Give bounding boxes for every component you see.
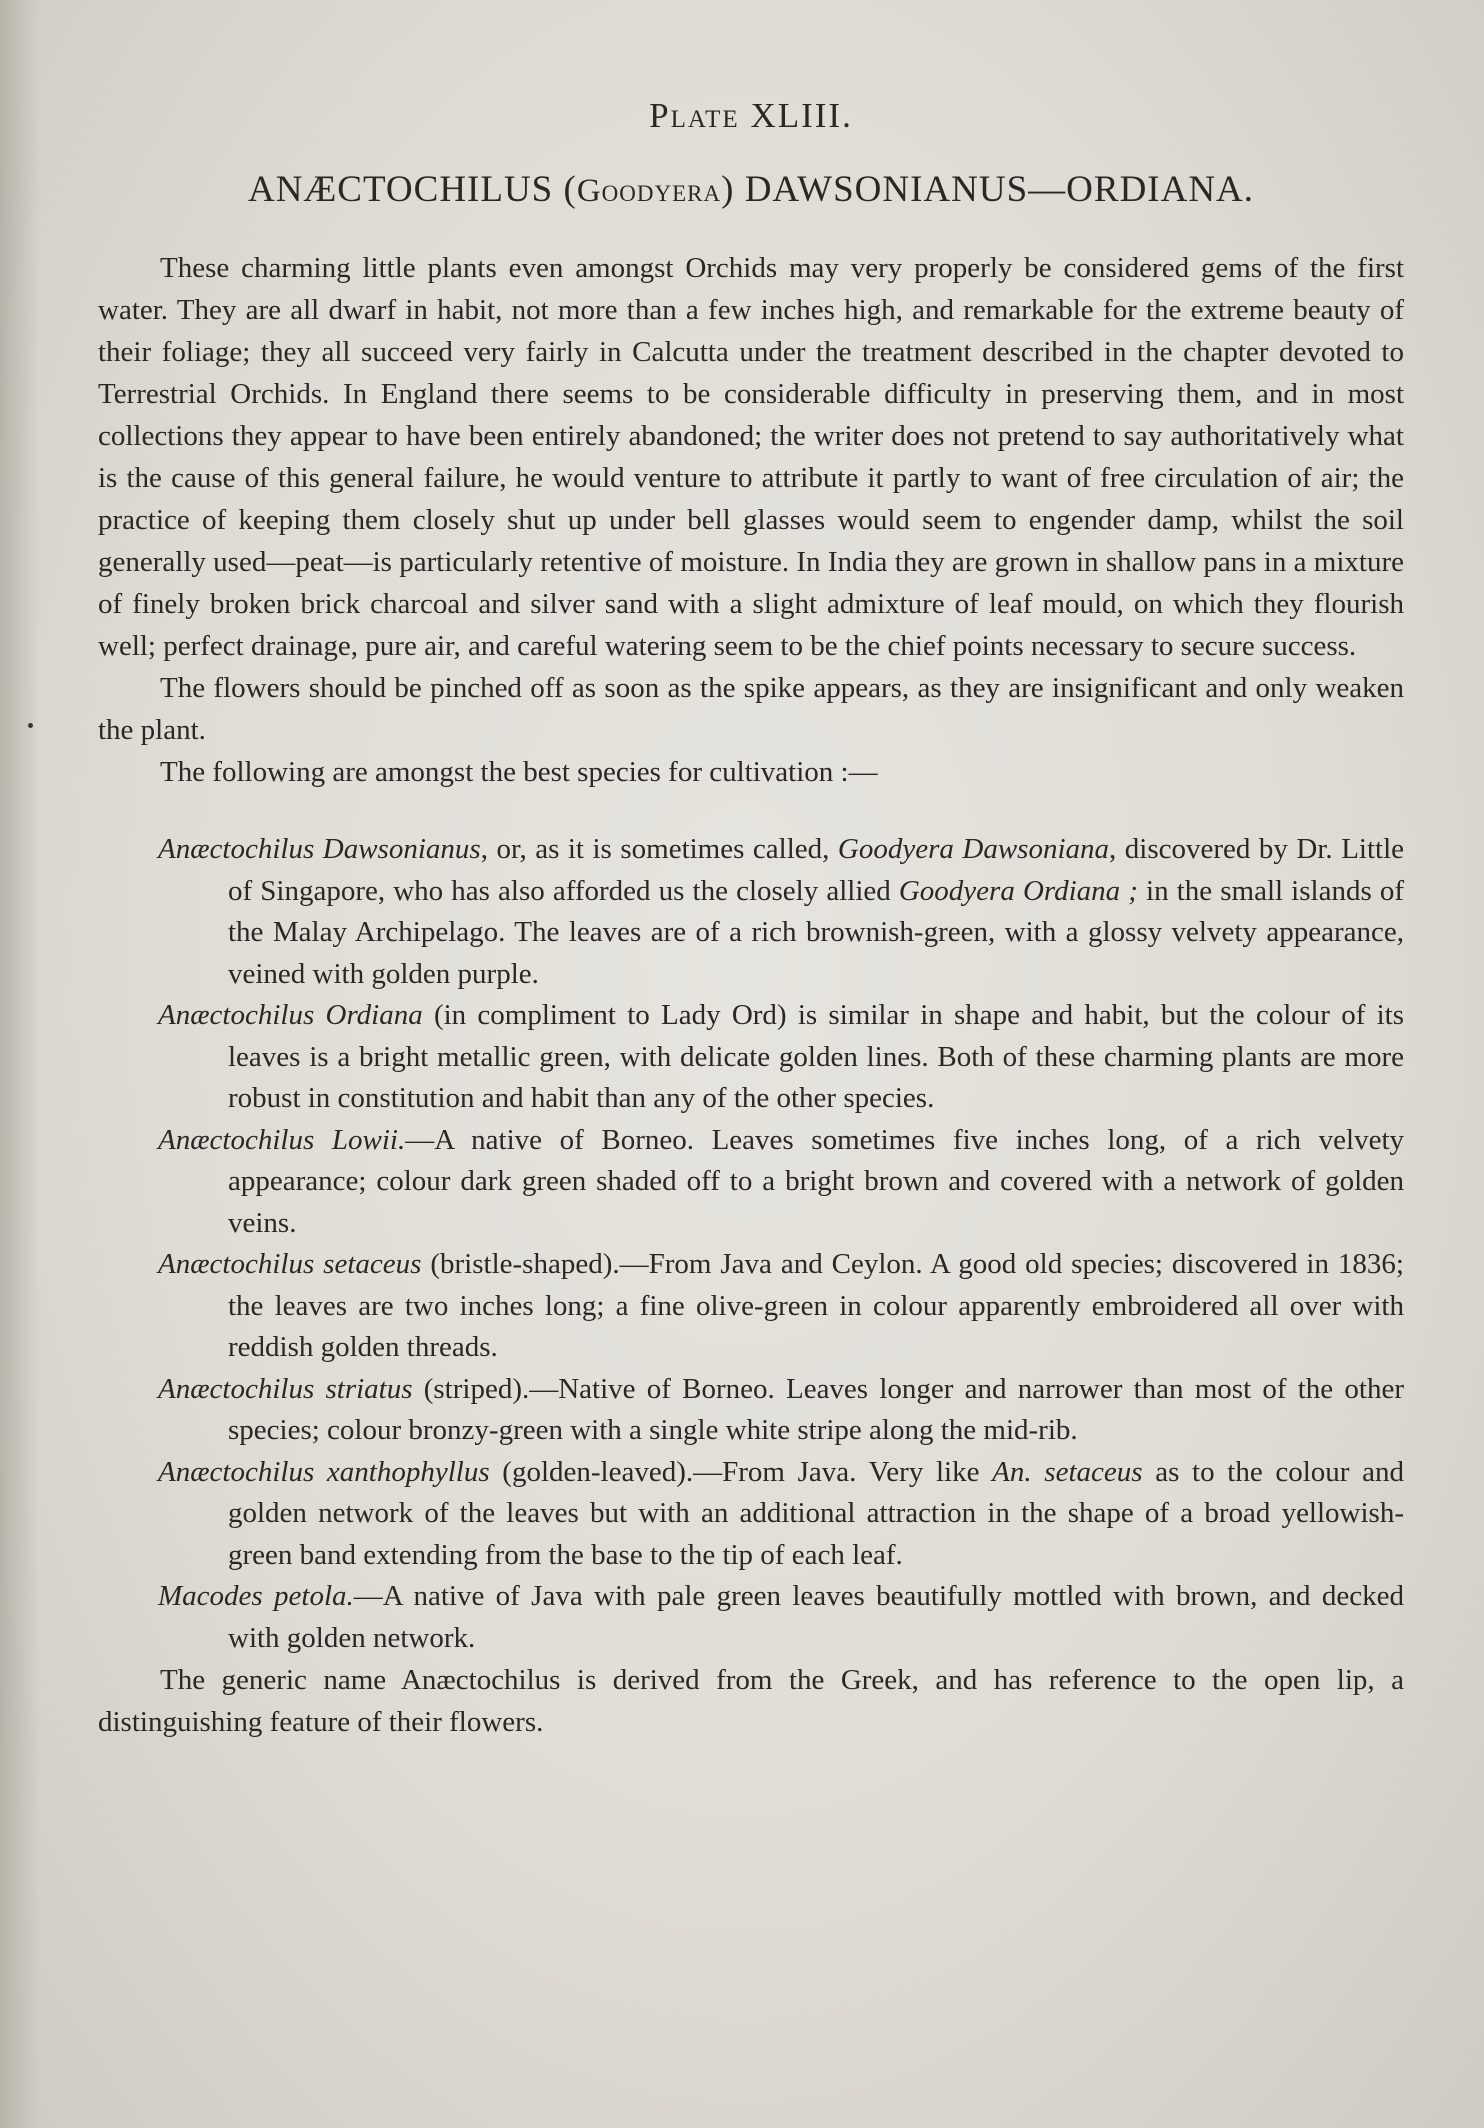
species-name: Anæctochilus xanthophyllus — [158, 1455, 490, 1488]
species-intro-line: The following are amongst the best species for cultivation :— — [160, 756, 878, 788]
species-name: Anæctochilus Lowii. — [158, 1123, 406, 1156]
species-entry-dawsonianus: Anæctochilus Dawsonianus, or, as it is sometimes called, Goodyera Dawsoniana, discovered by Dr. Little of Singapore, who has also afforded us the closely allied Goodyera Ordiana ; in the small islands of the Malay Archipelago. The leaves are of a rich brownish-green, with a glossy velvety appearance, veined with golden purple. — [158, 833, 1405, 990]
species-name: Macodes petola. — [158, 1580, 354, 1612]
plate-number: XLIII. — [750, 96, 853, 135]
species-name: Anæctochilus Dawsonianus — [158, 833, 481, 865]
species-name: Anæctochilus setaceus — [158, 1248, 422, 1280]
intro-paragraph: These charming little plants even amongst Orchids may very properly be considered gems of the first water. They are all dwarf in habit, not more than a few inches high, and remarkable for the extreme beauty of their foliage; they all succeed very fairly in Calcutta under the treatment described in the chapter devoted to Terrestrial Orchids. In England there seems to be considerable difficulty in preserving them, and in most collections they appear to have been entirely abandoned; the writer does not pretend to say authoritatively what is the cause of this general failure, he would venture to attribute it partly to want of free circulation of air; the practice of keeping them closely shut up under bell glasses would seem to engender damp, whilst the soil generally used—peat—is particularly retentive of moisture. In India they are grown in shallow pans in a mixture of finely broken brick charcoal and silver sand with a slight admixture of leaf mould, on which they flourish well; perfect drainage, pure air, and careful watering seem to be the chief points necessary to secure success. — [98, 252, 1404, 662]
species-name: Anæctochilus Ordiana — [158, 999, 423, 1031]
title-synonym: Goodyera — [576, 173, 722, 209]
species-name: Anæctochilus striatus — [158, 1372, 413, 1405]
species-entry-lowii: Anæctochilus Lowii.—A native of Borneo. Leaves sometimes five inches long, of a rich velvety appearance; colour dark green shaded off to a bright brown and covered with a network of golden veins. — [158, 1123, 1405, 1239]
species-entry-petola: Macodes petola.—A native of Java with pale green leaves beautifully mottled with brown, and decked with golden network. — [158, 1580, 1405, 1654]
page-title — [98, 168, 1404, 211]
species-entry-ordiana: Anæctochilus Ordiana (in compliment to Lady Ord) is similar in shape and habit, but the colour of its leaves is a bright metallic green, with delicate golden lines. Both of these charming plants are more robust in constitution and habit than any of the other species. — [158, 999, 1404, 1114]
plate-prefix: P — [649, 96, 671, 135]
closing-paragraph: The generic name Anæctochilus is derived from the Greek, and has reference to the open lip, a distinguishing feature of their flowers. — [98, 1664, 1404, 1738]
ink-speck — [28, 723, 33, 728]
species-reference: An. setaceus — [992, 1455, 1143, 1488]
species-allied: Goodyera Ordiana ; — [898, 874, 1138, 907]
flowers-paragraph: The flowers should be pinched off as soon as the spike appears, as they are insignificant and only weaken the plant. — [98, 672, 1404, 746]
species-entry-xanthophyllus: Anæctochilus xanthophyllus (golden-leaved).—From Java. Very like An. setaceus as to the colour and golden network of the leaves but with an additional attraction in the shape of a broad yellowish-green band extending from the base to the tip of each leaf. — [158, 1455, 1404, 1571]
page-content — [98, 96, 1404, 1743]
title-genus: ANÆCTOCHILUS ( — [247, 169, 577, 210]
species-synonym: Goodyera Dawsoniana — [837, 833, 1110, 865]
title-species: ) DAWSONIANUS—ORDIANA. — [721, 169, 1255, 210]
species-entry-striatus: Anæctochilus striatus (striped).—Native of Borneo. Leaves longer and narrower than most of the other species; colour bronzy-green with a single white stripe along the mid-rib. — [158, 1372, 1404, 1446]
plate-heading — [98, 96, 1404, 136]
species-entry-setaceus: Anæctochilus setaceus (bristle-shaped).—From Java and Ceylon. A good old species; discovered in 1836; the leaves are two inches long; a fine olive-green in colour apparently embroidered all over with reddish golden threads. — [158, 1248, 1404, 1363]
plate-label: late — [670, 96, 740, 135]
